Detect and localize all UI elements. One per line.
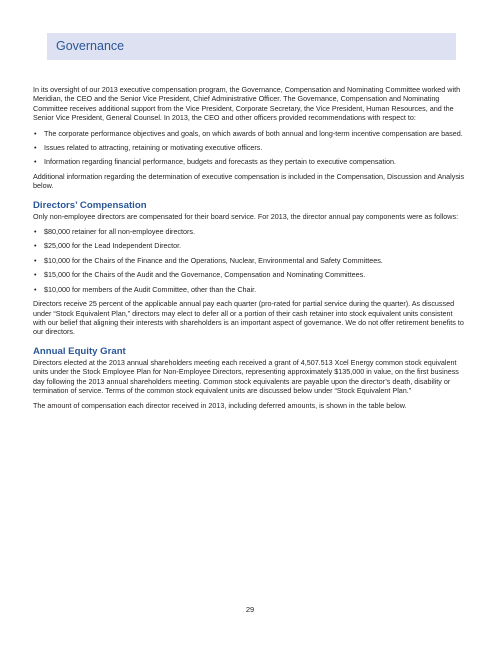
list-item: • $10,000 for members of the Audit Committee, other than the Chair.	[33, 285, 467, 294]
list-item: • Issues related to attracting, retaining or motivating executive officers.	[33, 143, 467, 152]
list-item: • $15,000 for the Chairs of the Audit and the Governance, Compensation and Nominating Committees.	[33, 270, 467, 279]
directors-compensation-paragraph: Only non-employee directors are compensated for their board service. For 2013, the director annual pay components were as follows:	[33, 211, 459, 221]
annual-equity-grant-paragraph: Directors elected at the 2013 annual shareholders meeting each received a grant of 4,507.513 Xcel Energy common stock equivalent units under the Stock Employee Plan for Non-Employee Directors, representing approximately $135,000 in value, on the first business day following the 2013 annual shareholders meeting. Common stock equivalents are payable upon the director’s death, disability or termination of service. Terms of the common stock equivalent units are discussed below under “Stock Equivalent Plan.”	[33, 357, 459, 395]
list-item: • Information regarding financial performance, budgets and forecasts as they pertain to executive compensation.	[33, 157, 467, 166]
list-item: • $25,000 for the Lead Independent Director.	[33, 241, 467, 250]
intro-paragraph: In its oversight of our 2013 executive compensation program, the Governance, Compensation and Nominating Committee worked with Meridian, the CEO and the Senior Vice President, Chief Administrative Officer. The Governance, Compensation and Nominating Committee receives additional support from the Vice President, Corporate Secretary, the Vice President, Human Resources, and the Senior Vice President, General Counsel. In 2013, the CEO and other officers provided recommendations with respect to:	[33, 85, 461, 123]
page-number: 29	[245, 605, 255, 614]
list-item: • $80,000 retainer for all non-employee directors.	[33, 227, 467, 236]
intro-closing-paragraph: Additional information regarding the determination of executive compensation is included in the Compensation, Discussion and Analysis below.	[33, 171, 465, 191]
directors-compensation-heading: Directors’ Compensation	[33, 199, 147, 211]
annual-equity-grant-table-note: The amount of compensation each director received in 2013, including deferred amounts, is shown in the table below.	[33, 401, 407, 411]
section-title: Governance	[56, 39, 125, 53]
directors-compensation-closing: Directors receive 25 percent of the applicable annual pay each quarter (pro-rated for partial service during the quarter). As discussed under “Stock Equivalent Plan,” directors may elect to defer all or a portion of their cash retainer into stock equivalent units consistent with our belief that aligning their interests with shareholders is an important aspect of governance. We do not offer retirement benefits to our directors.	[33, 299, 464, 337]
document-body	[33, 85, 467, 417]
list-item: • $10,000 for the Chairs of the Finance and the Operations, Nuclear, Environmental and Safety Committees.	[33, 256, 467, 265]
annual-equity-grant-heading: Annual Equity Grant	[33, 345, 126, 357]
section-header-band	[47, 33, 456, 60]
list-item: • The corporate performance objectives and goals, on which awards of both annual and long-term incentive compensation are based.	[33, 129, 467, 138]
intro-bullet-list	[33, 129, 467, 167]
pay-components-list	[33, 227, 467, 294]
